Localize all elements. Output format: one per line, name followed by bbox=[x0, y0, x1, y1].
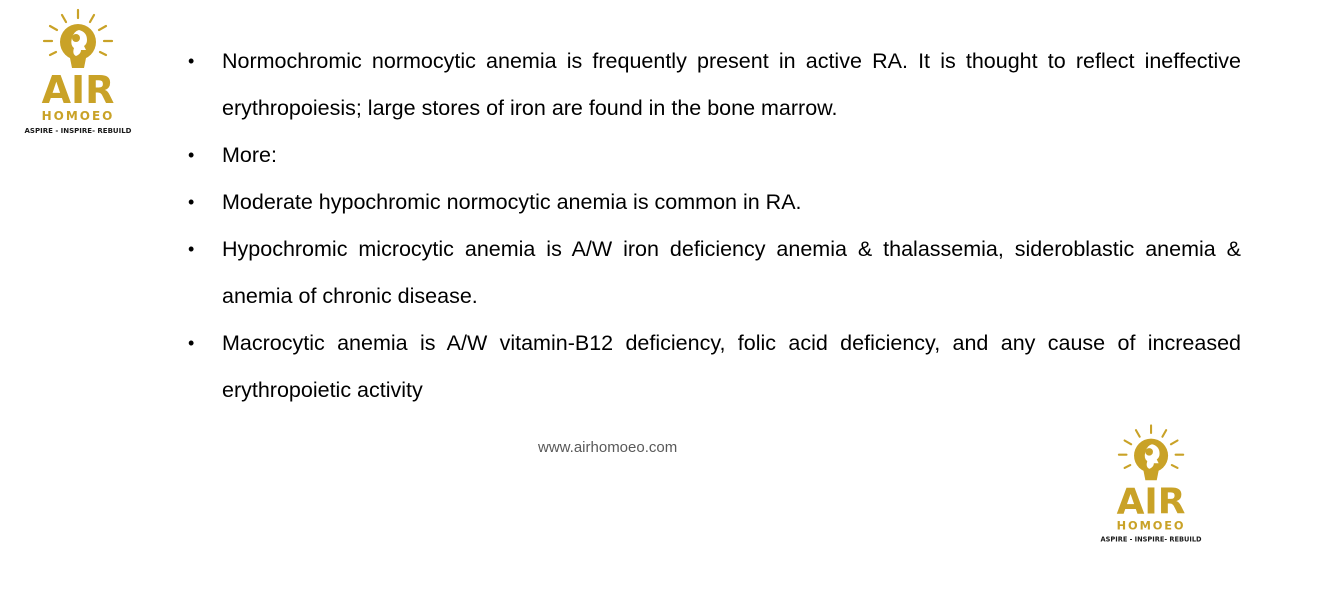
air-homoeo-logo bbox=[1100, 420, 1204, 548]
bullet-item bbox=[186, 132, 1241, 179]
bullet-item bbox=[186, 320, 1241, 414]
bullet-item bbox=[186, 226, 1241, 320]
bullet-text: Normochromic normocytic anemia is frequently present in active RA. It is thought to reflect ineffective erythropoiesis; large stores of iron are found in the bone marrow. bbox=[222, 49, 1241, 120]
logo-bottom-right bbox=[1100, 420, 1204, 548]
logo-top-left bbox=[24, 8, 134, 136]
lightbulb-head-icon bbox=[1119, 425, 1183, 480]
logo-tagline: ASPIRE - INSPIRE- REBUILD bbox=[24, 127, 132, 135]
bullet-item bbox=[186, 38, 1241, 132]
bullet-dot: • bbox=[188, 51, 195, 71]
logo-brand-big: AIR bbox=[41, 68, 115, 112]
logo-brand-small: HOMOEO bbox=[1116, 518, 1186, 533]
website-url[interactable]: www.airhomoeo.com bbox=[538, 439, 678, 456]
bullet-dot: • bbox=[188, 239, 195, 259]
bullet-item bbox=[186, 179, 1241, 226]
bullet-text: More: bbox=[222, 143, 277, 167]
bullet-text: Hypochromic microcytic anemia is A/W iron deficiency anemia & thalassemia, sideroblastic anemia & anemia of chronic disease. bbox=[222, 237, 1241, 308]
bullet-list bbox=[186, 38, 1241, 414]
bullet-dot: • bbox=[188, 145, 195, 165]
bullet-text: Macrocytic anemia is A/W vitamin-B12 deficiency, folic acid deficiency, and any cause of increased erythropoietic activity bbox=[222, 331, 1241, 402]
air-homoeo-logo bbox=[24, 8, 134, 136]
bullet-dot: • bbox=[188, 333, 195, 353]
lightbulb-head-icon bbox=[44, 10, 112, 68]
bullet-text: Moderate hypochromic normocytic anemia is common in RA. bbox=[222, 190, 802, 214]
logo-brand-small: HOMOEO bbox=[41, 109, 115, 123]
logo-tagline: ASPIRE - INSPIRE- REBUILD bbox=[1100, 535, 1202, 544]
bullet-dot: • bbox=[188, 192, 195, 212]
logo-brand-big: AIR bbox=[1116, 481, 1186, 523]
